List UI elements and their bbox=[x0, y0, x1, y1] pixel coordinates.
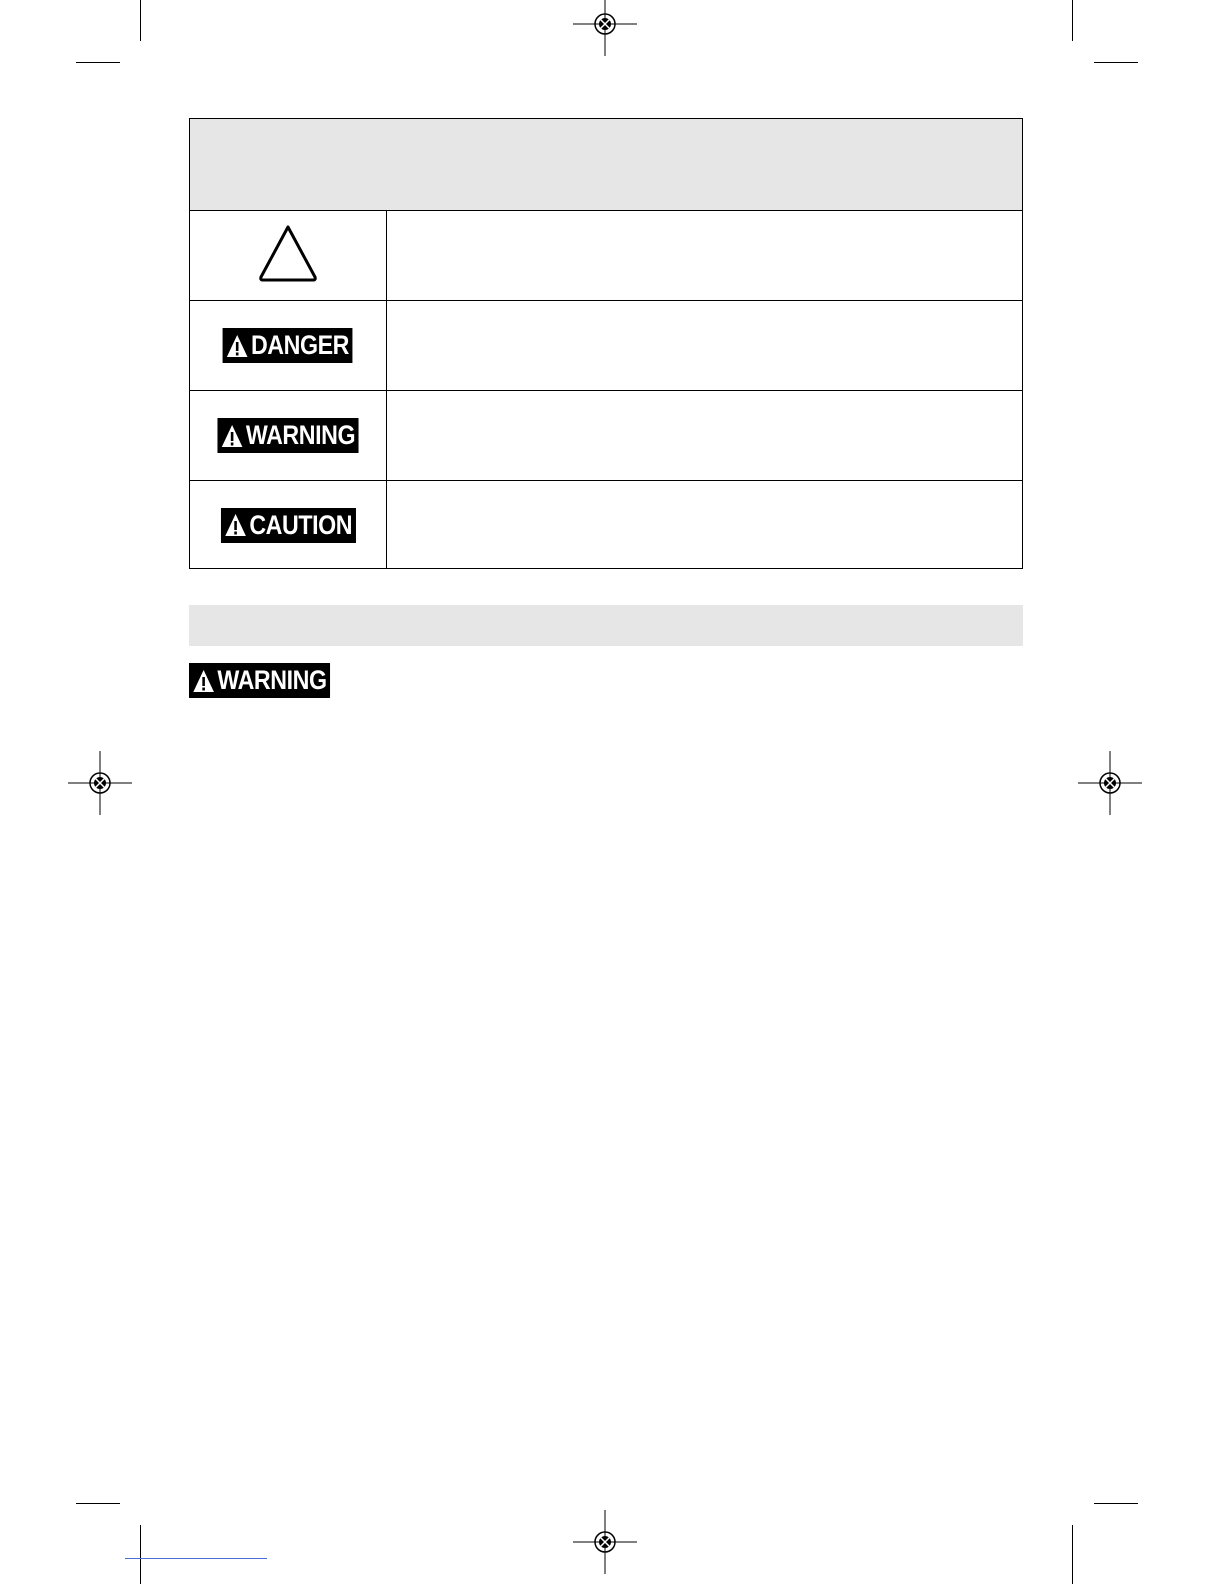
footer-rule bbox=[125, 1558, 267, 1559]
table-row-caution bbox=[190, 481, 1022, 569]
crop-mark-top-right bbox=[1072, 0, 1073, 41]
warning-signal-word bbox=[189, 663, 330, 698]
icon-cell bbox=[190, 481, 387, 569]
table-row-danger bbox=[190, 301, 1022, 391]
section-heading-bar bbox=[189, 605, 1023, 646]
warning-label: WARNING bbox=[245, 420, 356, 450]
description-cell bbox=[387, 211, 1022, 300]
registration-mark-top-icon bbox=[573, 0, 637, 56]
crop-mark-top-right-h bbox=[1094, 62, 1138, 63]
warning-triangle-icon bbox=[226, 334, 248, 358]
danger-signal-word bbox=[223, 328, 353, 363]
crop-mark-top-left bbox=[140, 0, 141, 41]
warning-triangle-icon bbox=[224, 513, 246, 537]
registration-mark-bottom-icon bbox=[573, 1510, 637, 1574]
icon-cell bbox=[190, 391, 387, 480]
warning-label: WARNING bbox=[217, 665, 327, 695]
table-row-warning bbox=[190, 391, 1022, 481]
general-warning-tag bbox=[189, 663, 353, 698]
warning-signal-word bbox=[217, 418, 358, 453]
crop-mark-bottom-right bbox=[1072, 1525, 1073, 1584]
caution-signal-word bbox=[221, 508, 356, 543]
danger-label: DANGER bbox=[251, 330, 350, 360]
icon-cell bbox=[190, 211, 387, 300]
crop-mark-bottom-left bbox=[140, 1525, 141, 1584]
caution-label: CAUTION bbox=[249, 509, 352, 540]
crop-mark-bottom-right-h bbox=[1094, 1503, 1138, 1504]
table-header bbox=[190, 119, 1022, 211]
table-row-alert-symbol bbox=[190, 211, 1022, 301]
crop-mark-top-left-h bbox=[76, 62, 120, 63]
safety-alert-triangle-icon bbox=[257, 223, 319, 288]
description-cell bbox=[387, 391, 1022, 480]
registration-mark-left-icon bbox=[68, 751, 132, 815]
registration-mark-right-icon bbox=[1078, 751, 1142, 815]
crop-mark-bottom-left-h bbox=[76, 1503, 120, 1504]
description-cell bbox=[387, 301, 1022, 390]
description-cell bbox=[387, 481, 1022, 569]
warning-triangle-icon bbox=[221, 424, 243, 448]
warning-triangle-icon bbox=[192, 669, 214, 693]
icon-cell bbox=[190, 301, 387, 390]
safety-symbols-table bbox=[189, 118, 1023, 569]
